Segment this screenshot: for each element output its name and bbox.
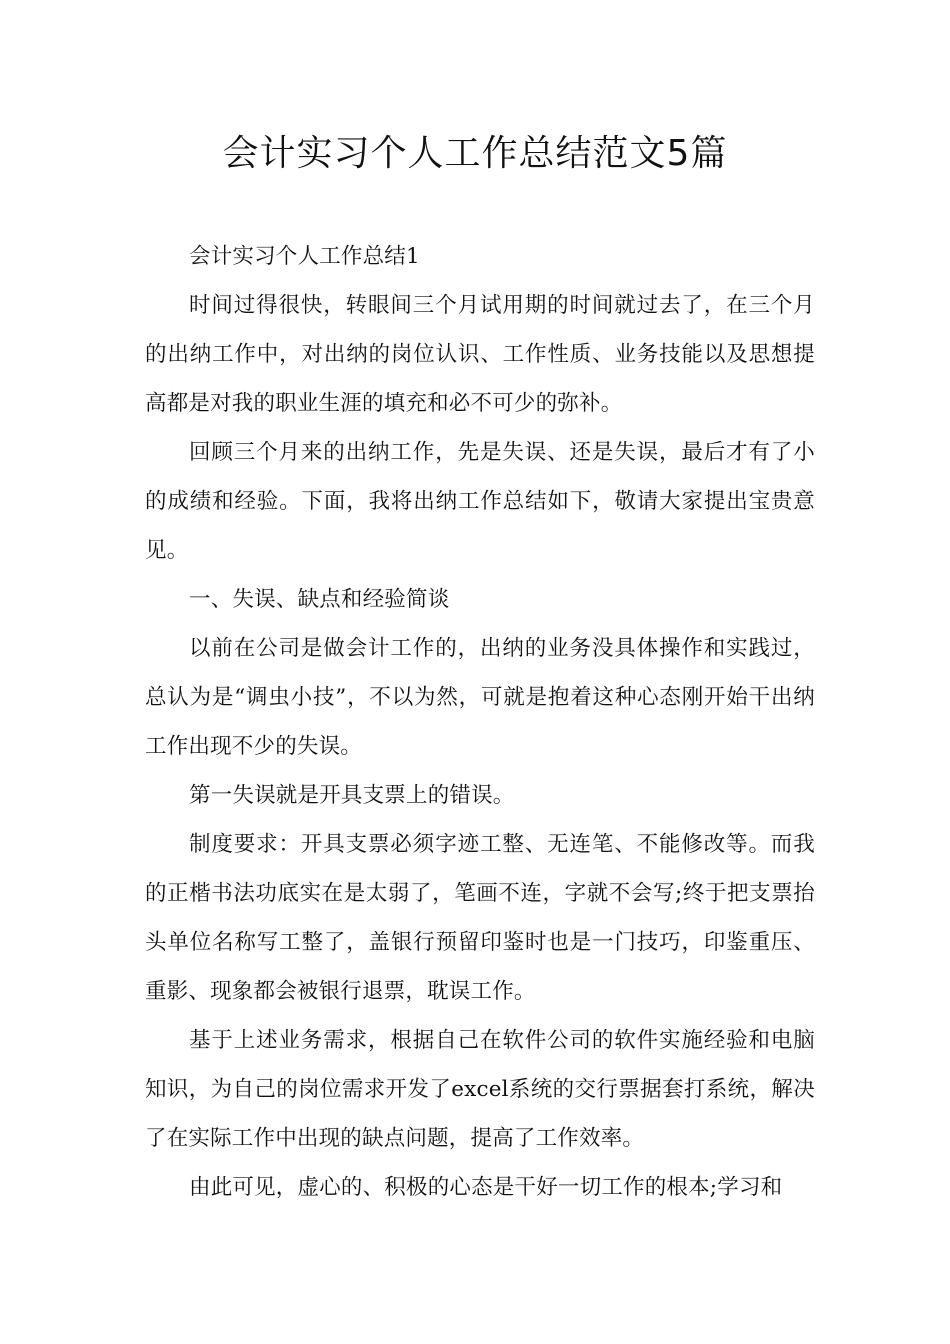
paragraph: 基于上述业务需求，根据自己在软件公司的软件实施经验和电脑知识，为自己的岗位需求开发了excel系统的交行票据套打系统，解决了在实际工作中出现的缺点问题，提高了工作效率。 <box>145 1028 815 1151</box>
document-title: 会计实习个人工作总结范文5篇 <box>222 133 728 174</box>
paragraph: 制度要求：开具支票必须字迹工整、无连笔、不能修改等。而我的正楷书法功底实在是太弱了，笔画不连，字就不会写;终于把支票抬头单位名称写工整了，盖银行预留印鉴时也是一门技巧，印鉴重压、重影、现象都会被银行退票，耽误工作。 <box>145 832 815 1004</box>
paragraph: 以前在公司是做会计工作的，出纳的业务没具体操作和实践过，总认为是“调虫小技”，不以为然，可就是抱着这种心态刚开始干出纳工作出现不少的失误。 <box>145 636 815 759</box>
section-heading-1: 会计实习个人工作总结1 <box>189 244 420 269</box>
subheading-mistakes: 一、失误、缺点和经验简谈 <box>189 587 450 612</box>
paragraph: 由此可见，虚心的、积极的心态是干好一切工作的根本;学习和 <box>189 1175 783 1200</box>
paragraph: 回顾三个月来的出纳工作，先是失误、还是失误，最后才有了小的成绩和经验。下面，我将出纳工作总结如下，敬请大家提出宝贵意见。 <box>145 440 815 563</box>
paragraph: 时间过得很快，转眼间三个月试用期的时间就过去了，在三个月的出纳工作中，对出纳的岗位认识、工作性质、业务技能以及思想提高都是对我的职业生涯的填充和必不可少的弥补。 <box>145 293 815 416</box>
paragraph: 第一失误就是开具支票上的错误。 <box>189 783 515 808</box>
document-body <box>145 232 815 1212</box>
